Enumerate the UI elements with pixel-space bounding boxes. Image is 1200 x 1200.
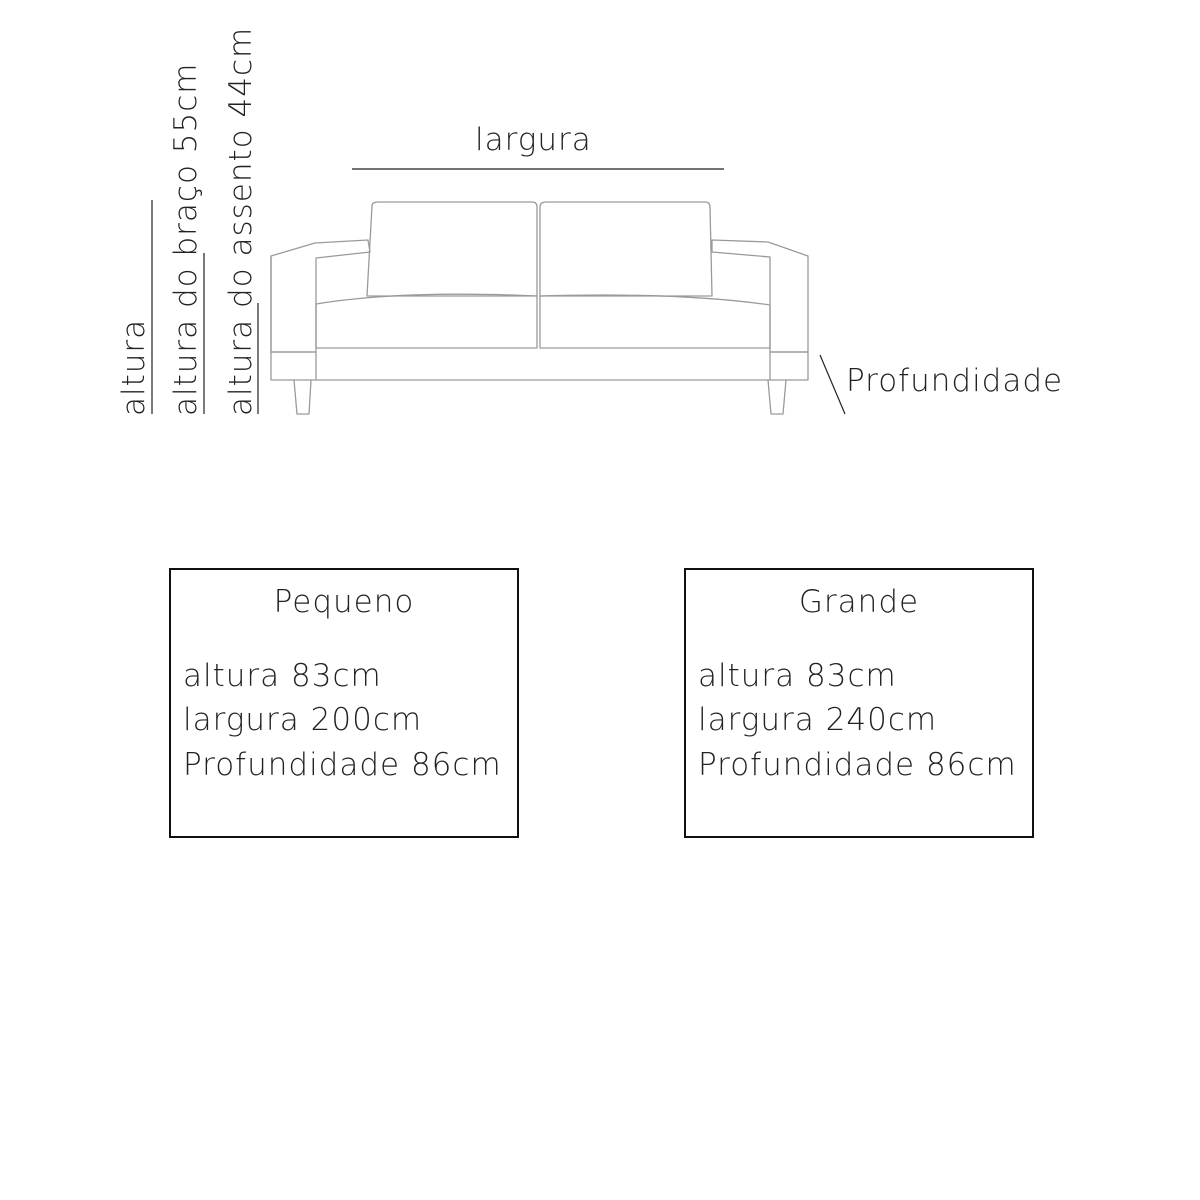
size-card-title: Pequeno [273, 584, 415, 620]
left-arm [271, 240, 370, 352]
spec-width: largura 240cm [698, 702, 938, 738]
sofa-base [271, 352, 808, 380]
spec-depth: Profundidade 86cm [698, 747, 1017, 783]
size-card-title: Grande [798, 584, 920, 620]
size-card-small [169, 568, 519, 838]
spec-height: altura 83cm [183, 658, 382, 694]
seat-height-label: altura do assento 44cm [223, 26, 259, 416]
right-arm [712, 240, 808, 352]
leg-right [768, 380, 786, 414]
depth-label: Profundidade [846, 363, 1064, 399]
size-card-large [684, 568, 1034, 838]
back-cushion-right [540, 202, 712, 296]
height-label: altura [116, 318, 152, 416]
seat-cushion-left [316, 294, 537, 348]
seat-cushion-right [540, 295, 770, 348]
arm-height-label: altura do braço 55cm [168, 62, 204, 416]
spec-depth: Profundidade 86cm [183, 747, 502, 783]
spec-width: largura 200cm [183, 702, 423, 738]
back-cushion-left [367, 202, 537, 296]
sofa-dimension-diagram [0, 0, 1200, 460]
leg-left [294, 380, 311, 414]
depth-dimension-line [820, 355, 845, 414]
spec-height: altura 83cm [698, 658, 897, 694]
width-label: largura [475, 122, 592, 158]
